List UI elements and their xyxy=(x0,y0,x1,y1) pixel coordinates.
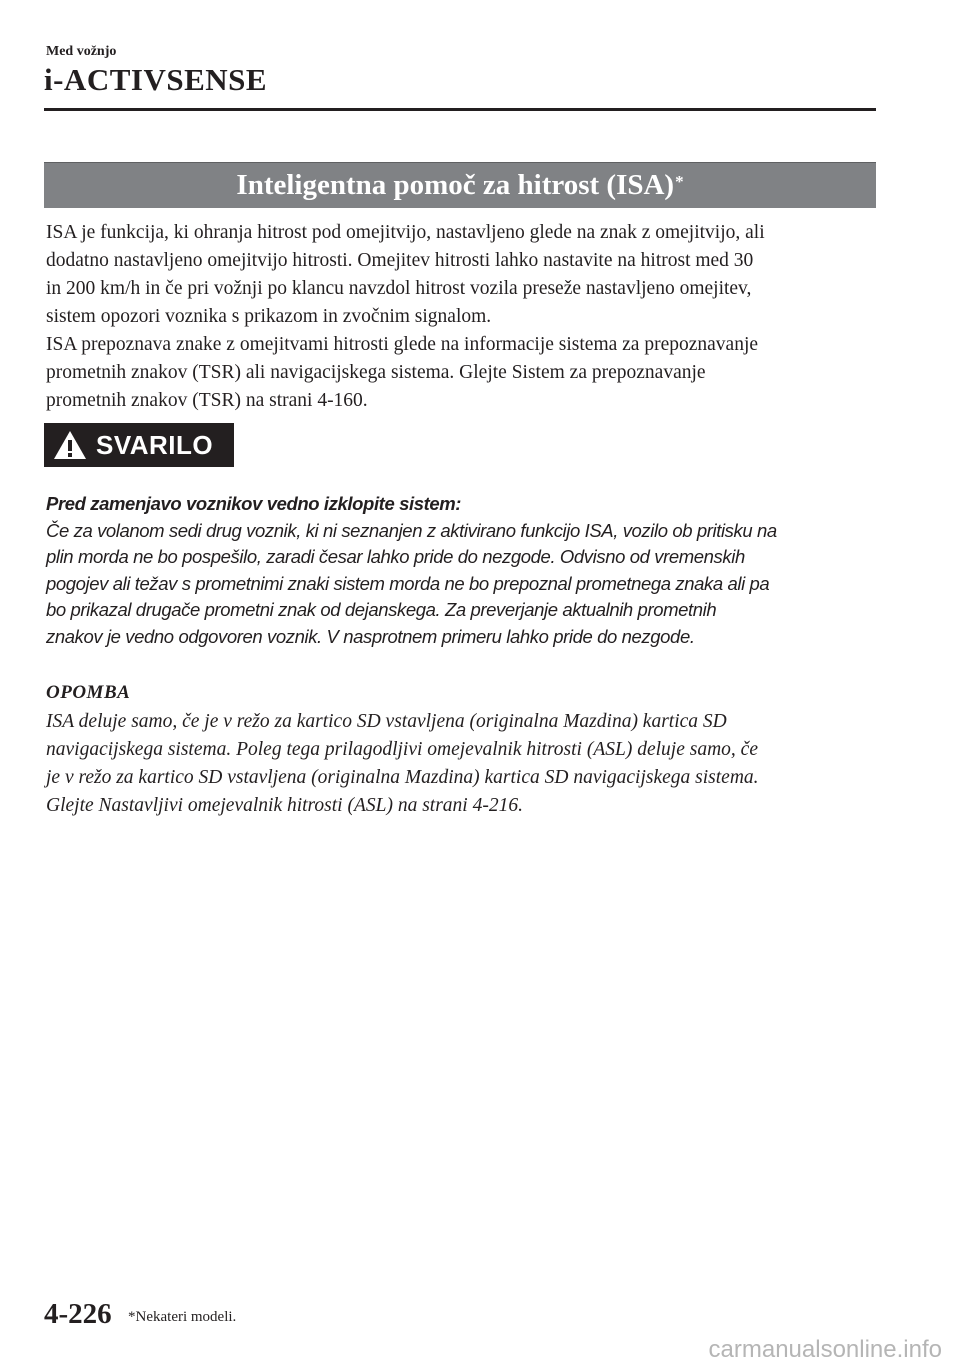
note-text xyxy=(46,708,886,820)
note-label: OPOMBA xyxy=(46,682,131,703)
warning-line: bo prikazal drugače prometni znak od dejanskega. Za preverjanje aktualnih prometnih xyxy=(46,599,717,620)
intro-line: in 200 km/h in če pri vožnji po klancu navzdol hitrost vozila preseže nastavljeno omejitev, xyxy=(46,278,752,299)
intro-paragraph xyxy=(46,219,886,415)
warning-line: plin morda ne bo pospešilo, zaradi česar lahko pride do nezgode. Odvisno od vremenskih xyxy=(46,546,745,567)
note-line: Glejte Nastavljivi omejevalnik hitrosti (ASL) na strani 4-216. xyxy=(46,795,523,816)
section-title: Inteligentna pomoč za hitrost (ISA) xyxy=(236,169,675,201)
footnote-marker: * xyxy=(675,171,684,191)
warning-heading: Pred zamenjavo voznikov vedno izklopite sistem: xyxy=(46,493,462,514)
intro-line: ISA prepoznava znake z omejitvami hitrosti glede na informacije sistema za prepoznavanje xyxy=(46,334,759,355)
note-line: ISA deluje samo, če je v režo za kartico SD vstavljena (originalna Mazdina) kartica SD xyxy=(46,711,727,732)
intro-line: prometnih znakov (TSR) ali navigacijskega sistema. Glejte Sistem za prepoznavanje xyxy=(46,362,706,383)
intro-line: sistem opozori voznika s prikazom in zvočnim signalom. xyxy=(46,306,492,327)
warning-triangle-icon xyxy=(50,423,90,467)
intro-line: prometnih znakov (TSR) na strani 4-160. xyxy=(46,390,368,411)
warning-label: SVARILO xyxy=(96,429,214,460)
chapter-title: i-ACTIVSENSE xyxy=(44,62,268,97)
watermark: carmanualsonline.info xyxy=(708,1336,942,1363)
warning-text xyxy=(46,491,886,650)
section-label: Med vožnjo xyxy=(46,44,117,59)
warning-line: Če za volanom sedi drug voznik, ki ni seznanjen z aktivirano funkcijo ISA, vozilo ob pritisku na xyxy=(46,519,777,541)
intro-line: dodatno nastavljeno omejitvijo hitrosti. Omejitev hitrosti lahko nastavite na hitrost med 30 xyxy=(46,250,754,271)
warning-line: znakov je vedno odgovoren voznik. V nasprotnem primeru lahko pride do nezgode. xyxy=(46,625,695,647)
intro-line: ISA je funkcija, ki ohranja hitrost pod omejitvijo, nastavljeno glede na znak z omejitvijo, ali xyxy=(46,222,765,243)
section-title-bar xyxy=(44,162,876,208)
header-divider xyxy=(44,108,876,111)
footnote: *Nekateri modeli. xyxy=(128,1309,237,1325)
warning-line: pogojev ali težav s prometnimi znaki sistem morda ne bo prepoznal prometnega znaka ali pa xyxy=(46,572,770,594)
page-number: 4-226 xyxy=(44,1298,112,1330)
note-line: je v režo za kartico SD vstavljena (originalna Mazdina) kartica SD navigacijskega sistema. xyxy=(46,767,759,788)
warning-badge xyxy=(44,423,234,467)
note-line: navigacijskega sistema. Poleg tega prilagodljivi omejevalnik hitrosti (ASL) deluje samo, če xyxy=(46,739,758,760)
